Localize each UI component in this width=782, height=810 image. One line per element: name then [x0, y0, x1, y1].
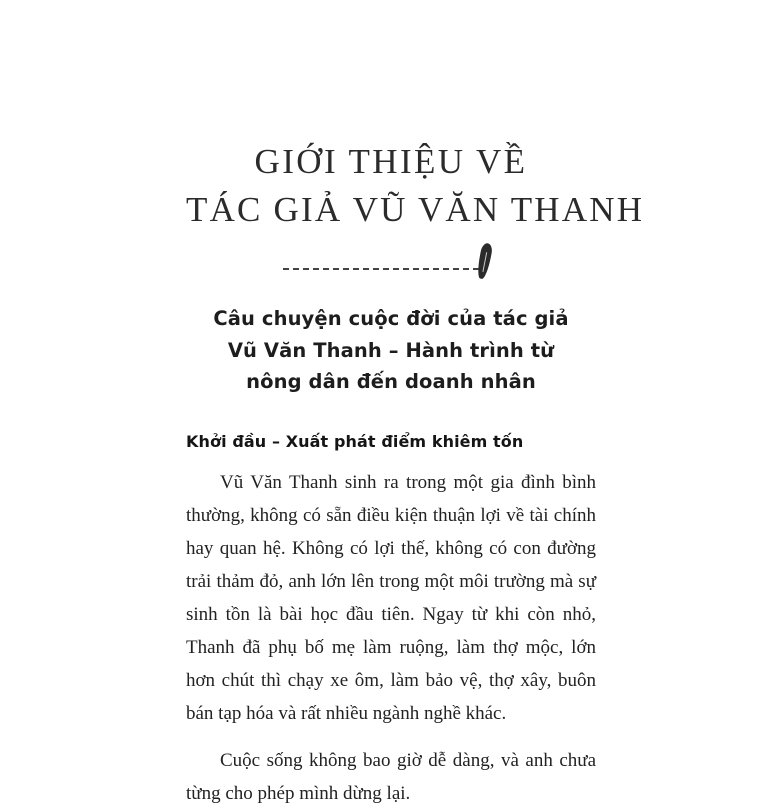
pen-nib-icon [473, 243, 499, 285]
page-title [186, 0, 645, 233]
subtitle-line-2: Vũ Văn Thanh – Hành trình từ [227, 338, 555, 362]
title-line-2: TÁC GIẢ VŨ VĂN THANH [186, 189, 645, 229]
ornament-dashed-rule [283, 268, 479, 270]
paragraph: Cuộc sống không bao giờ dễ dàng, và anh chưa từng cho phép mình dừng lại. [186, 750, 596, 805]
body-copy [186, 466, 596, 810]
subtitle [186, 303, 596, 398]
title-line-1: GIỚI THIỆU VỀ [254, 142, 528, 181]
subtitle-line-3: nông dân đến doanh nhân [246, 370, 536, 394]
paragraph: Vũ Văn Thanh sinh ra trong một gia đình bình thường, không có sẵn điều kiện thuận lợi về tài chính hay quan hệ. Không có lợi thế, không có con đường trải thảm đỏ, anh lớn lên trong một môi trường mà sự sinh tồn là bài học đầu tiên. Ngay từ khi còn nhỏ, Thanh đã phụ bố mẹ làm ruộng, làm thợ mộc, lớn hơn chút thì chạy xe ôm, làm bảo vệ, thợ xây, buôn bán tạp hóa và rất nhiều ngành nghề khác. [186, 471, 596, 725]
title-ornament [186, 241, 596, 287]
section-heading: Khởi đầu – Xuất phát điểm khiêm tốn [186, 431, 524, 451]
subtitle-line-1: Câu chuyện cuộc đời của tác giả [213, 307, 569, 331]
